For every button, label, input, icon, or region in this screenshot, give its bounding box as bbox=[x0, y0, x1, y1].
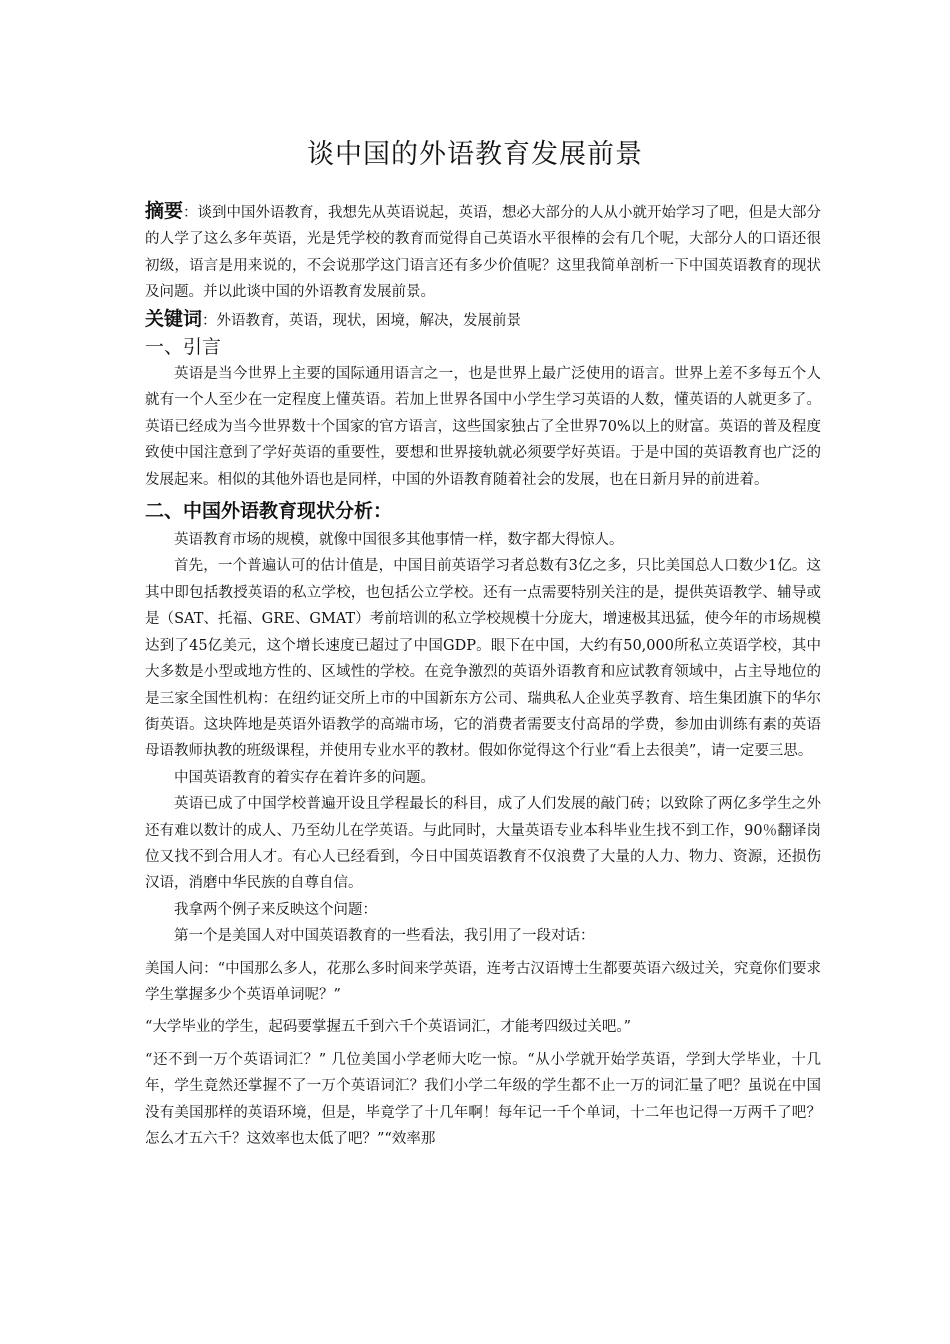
abstract bbox=[145, 198, 821, 306]
section2-paragraph: 中国英语教育的着实存在着许多的问题。 bbox=[174, 769, 435, 786]
section2-heading: 二、中国外语教育现状分析： bbox=[145, 500, 393, 523]
abstract-text: ：谈到中国外语教育，我想先从英语说起，英语，想必大部分的人从小就开始学习了吧，但是大部分的人学了这么多年英语，光是凭学校的教育而觉得自己英语水平很棒的会有几个呢，大部分人的口语还很初级，语言是用来说的，不会说那学这门语言还有多少价值呢？这里我简单剖析一下中国英语教育的现状及问题。并以此谈中国的外语教育发展前景。 bbox=[145, 205, 822, 301]
section2-paragraph: 首先，一个普遍认可的估计值是，中国目前英语学习者总数有3亿之多，只比美国总人口数少1亿。这其中即包括教授英语的私立学校，也包括公立学校。还有一点需要特别关注的是，提供英语教学、辅导或是（SAT、托福、GRE、GMAT）考前培训的私立学校规模十分庞大，增速极其迅猛，使今年的市场规模达到了45亿美元，这个增长速度已超过了中国GDP。眼下在中国，大约有50,000所私立英语学校，其中大多数是小型或地方性的、区域性的学校。在竞争激烈的英语外语教育和应试教育领域中，占主导地位的是三家全国性机构：在纽约证交所上市的中国新东方公司、瑞典私人企业英孚教育、培生集团旗下的华尔街英语。这块阵地是英语外语教学的高端市场，它的消费者需要支付高昂的学费，参加由训练有素的英语母语教师执教的班级课程，并使用专业水平的教材。假如你觉得这个行业“看上去很美”，请一定要三思。 bbox=[145, 558, 821, 760]
section1-paragraph: 英语是当今世界上主要的国际通用语言之一，也是世界上最广泛使用的语言。世界上差不多每五个人就有一个人至少在一定程度上懂英语。若加上世界各国中小学生学习英语的人数，懂英语的人就更多了。英语已经成为当今世界数十个国家的官方语言，这些国家独占了全世界70%以上的财富。英语的普及程度致使中国注意到了学好英语的重要性，要想和世界接轨就必须要学好英语。于是中国的英语教育也广泛的发展起来。相似的其他外语也是同样，中国的外语教育随着社会的发展，也在日新月异的前进着。 bbox=[145, 366, 821, 488]
keywords bbox=[145, 306, 821, 334]
section1-heading: 一、引言 bbox=[145, 336, 222, 359]
keywords-text: ：外语教育，英语，现状，困境，解决，发展前景 bbox=[202, 312, 522, 329]
dialogue-line: 美国人问：“中国那么多人，花那么多时间来学英语，连考古汉语博士生都要英语六级过关，究竟你们要求学生掌握多少个英语单词呢？” bbox=[145, 960, 821, 1003]
section2-paragraph: 英语已成了中国学校普遍开设且学程最长的科目，成了人们发展的敲门砖；以致除了两亿多学生之外还有难以数计的成人、乃至幼儿在学英语。与此同时，大量英语专业本科毕业生找不到工作，90％翻译岗位又找不到合用人才。有心人已经看到，今日中国英语教育不仅浪费了大量的人力、物力、资源，还损伤汉语，消磨中华民族的自尊自信。 bbox=[145, 796, 821, 892]
document-body bbox=[145, 198, 821, 1152]
keywords-label: 关键词 bbox=[145, 307, 203, 330]
section2-paragraph: 我拿两个例子来反映这个问题： bbox=[174, 901, 377, 918]
document-title: 谈中国的外语教育发展前景 bbox=[307, 139, 643, 170]
dialogue-line: “大学毕业的学生，起码要掌握五千到六千个英语词汇，才能考四级过关吧。” bbox=[145, 1019, 632, 1036]
section2-paragraph: 第一个是美国人对中国英语教育的一些看法，我引用了一段对话： bbox=[174, 928, 595, 945]
dialogue-line: “还不到一万个英语词汇？” 几位美国小学老师大吃一惊。“从小学就开始学英语，学到大学毕业，十几年，学生竟然还掌握不了一万个英语词汇？我们小学二年级的学生都不止一万的词汇量了吧？虽说在中国没有美国那样的英语环境，但是，毕竟学了十几年啊！每年记一千个单词，十二年也记得一万两千了吧？怎么才五六千？这效率也太低了吧？”“效率那 bbox=[145, 1051, 821, 1147]
section2-paragraph: 英语教育市场的规模，就像中国很多其他事情一样，数字都大得惊人。 bbox=[174, 532, 624, 549]
abstract-label: 摘要 bbox=[145, 200, 184, 222]
